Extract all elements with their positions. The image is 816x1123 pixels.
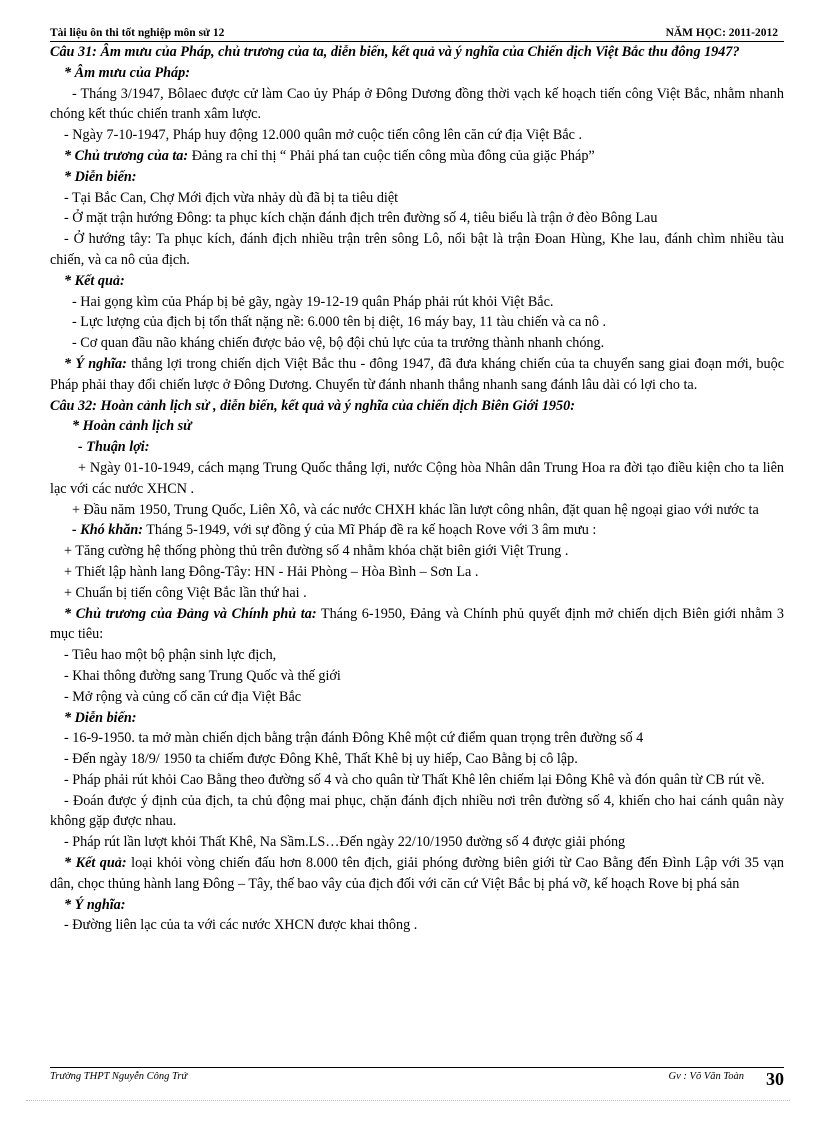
q32-dis-text: Tháng 5-1949, với sự đồng ý của Mĩ Pháp đề ra kế hoạch Rove với 3 âm mưu :: [142, 522, 597, 539]
q31-plan-2: - Ngày 7-10-1947, Pháp huy động 12.000 quân mở cuộc tiến công lên căn cứ địa Việt Bắc .: [64, 127, 583, 144]
header-right: NĂM HỌC: 2011-2012: [665, 27, 778, 39]
q32-dis-3: + Chuẩn bị tiến công Việt Bắc lần thứ hai .: [64, 584, 307, 601]
page-footer: [50, 1067, 784, 1090]
q32-course-1: - 16-9-1950. ta mở màn chiến dịch bằng trận đánh Đông Khê một cứ điểm quan trọng trên đường số 4: [64, 730, 644, 747]
q31-course-1: - Tại Bắc Can, Chợ Mới địch vừa nhảy dù đã bị ta tiêu diệt: [64, 189, 399, 206]
q31-plan-1: - Tháng 3/1947, Bôlaec được cử làm Cao ủy Pháp ở Đông Dương đồng thời vạch kế hoạch tiến công Việt Bắc, nhằm nhanh chóng kết thúc chiến tranh xâm lược.: [50, 85, 784, 123]
q31-course-3: - Ở hướng tây: Ta phục kích, đánh địch nhiều trận trên sông Lô, nổi bật là trận Đoan Hùng, Khe lau, đánh chìm nhiều tàu chiến, và ca nô của địch.: [50, 231, 784, 268]
page-edge-divider: [26, 1100, 790, 1101]
q32-policy-label: * Chủ trương của Đảng và Chính phủ ta:: [64, 605, 317, 622]
q31-meaning: [50, 354, 784, 396]
q32-course-label: * Diễn biến:: [64, 709, 137, 726]
q31-result-3: - Cơ quan đầu não kháng chiến được bảo vệ, bộ đội chủ lực của ta trưởng thành nhanh chóng.: [72, 335, 605, 352]
q31-course-2: - Ở mặt trận hướng Đông: ta phục kích chặn đánh địch trên đường số 4, tiêu biểu là trận ở đèo Bông Lau: [64, 210, 658, 227]
q32-goal-1: - Tiêu hao một bộ phận sinh lực địch,: [64, 647, 277, 664]
q31-meaning-label: * Ý nghĩa:: [64, 355, 127, 372]
footer-teacher: Gv : Võ Văn Toàn: [668, 1071, 744, 1082]
q31-result-2: - Lực lượng của địch bị tổn thất nặng nề: 6.000 tên bị diệt, 16 máy bay, 11 tàu chiến và ca nô .: [72, 314, 607, 331]
q31-course-label: * Diễn biến:: [64, 168, 137, 185]
q32-course-4: - Đoán được ý định của địch, ta chủ động mai phục, chặn đánh địch nhiều nơi trên đường số 4, khiến cho hai cánh quân này không gặp được nhau.: [50, 792, 784, 830]
q32-adv-label: - Thuận lợi:: [78, 439, 150, 456]
q31-plan-label: * Âm mưu của Pháp:: [64, 64, 190, 81]
question-32-title: Câu 32: Hoàn cảnh lịch sử , diễn biến, kết quả và ý nghĩa của chiến dịch Biên Giới 1950:: [50, 397, 575, 414]
question-31-title: Câu 31: Âm mưu của Pháp, chủ trương của ta, diễn biến, kết quả và ý nghĩa của Chiến dịch Việt Bắc thu đông 1947?: [50, 44, 740, 60]
q32-meaning-1: - Đường liên lạc của ta với các nước XHCN được khai thông .: [64, 917, 418, 934]
page-header: [50, 26, 784, 42]
q31-policy: [50, 146, 784, 167]
q31-policy-text: Đảng ra chỉ thị “ Phải phá tan cuộc tiến công mùa đông của giặc Pháp”: [188, 147, 595, 164]
q32-goal-3: - Mở rộng và củng cố căn cứ địa Việt Bắc: [64, 688, 302, 705]
q32-dis-2: + Thiết lập hành lang Đông-Tây: HN - Hải Phòng – Hòa Bình – Sơn La .: [64, 563, 479, 580]
q32-dis: [50, 520, 784, 541]
q31-result-1: - Hai gọng kìm của Pháp bị bẻ gãy, ngày 19-12-19 quân Pháp phải rút khỏi Việt Bắc.: [72, 293, 554, 310]
q32-result-label: * Kết quả:: [64, 855, 127, 872]
header-left: Tài liệu ôn thi tốt nghiệp môn sử 12: [50, 27, 225, 39]
q31-meaning-text: thắng lợi trong chiến dịch Việt Bắc thu - đông 1947, đã đưa kháng chiến của ta chuyển sang giai đoạn mới, buộc Pháp phải thay đổi chiến lược ở Đông Dương. Chuyển từ đánh nhanh thắng nhanh sang đánh lâu dài có lợi cho ta.: [50, 355, 784, 393]
q32-goal-2: - Khai thông đường sang Trung Quốc và thế giới: [64, 667, 341, 684]
footer-right: [669, 1071, 784, 1090]
document-page: [50, 26, 784, 936]
q32-course-5: - Pháp rút lần lượt khỏi Thất Khê, Na Sầm.LS…Đến ngày 22/10/1950 đường số 4 được giải phóng: [64, 834, 626, 851]
q31-policy-label: * Chủ trương của ta:: [64, 147, 189, 164]
page-number: 30: [766, 1069, 784, 1089]
document-body: [50, 42, 784, 936]
q32-policy: [50, 604, 784, 646]
q32-meaning-label: * Ý nghĩa:: [64, 896, 126, 913]
q32-result: [50, 853, 784, 895]
q32-course-3: - Pháp phải rút khỏi Cao Bằng theo đường số 4 và cho quân từ Thất Khê lên chiếm lại Đông Khê và đón quân từ CB rút về.: [64, 771, 765, 788]
q32-adv-1: + Ngày 01-10-1949, cách mạng Trung Quốc thắng lợi, nước Cộng hòa Nhân dân Trung Hoa ra đời tạo điều kiện cho ta liên lạc với các nước XHCN .: [50, 459, 784, 497]
q32-dis-label: - Khó khăn:: [72, 522, 143, 539]
footer-school: Trường THPT Nguyễn Công Trứ: [50, 1071, 188, 1082]
q32-dis-1: + Tăng cường hệ thống phòng thủ trên đường số 4 nhằm khóa chặt biên giới Việt Trung .: [64, 543, 569, 560]
q31-result-label: * Kết quả:: [64, 272, 125, 289]
q32-policy-text: Tháng 6-1950, Đảng và Chính phủ quyết định mở chiến dịch Biên giới nhằm 3 mục tiêu:: [50, 605, 784, 643]
q32-course-2: - Đến ngày 18/9/ 1950 ta chiếm được Đông Khê, Thất Khê bị uy hiếp, Cao Bằng bị cô lập.: [64, 751, 578, 768]
q32-adv-2: + Đầu năm 1950, Trung Quốc, Liên Xô, và các nước CHXH khác lần lượt công nhân, đặt quan hệ ngoại giao với nước ta: [72, 501, 759, 518]
q32-context-label: * Hoàn cảnh lịch sử: [72, 418, 192, 435]
q32-result-text: loại khỏi vòng chiến đấu hơn 8.000 tên địch, giải phóng đường biên giới từ Cao Bằng đến Đình Lập với 35 vạn dân, chọc thủng hành lang Đông – Tây, thế bao vây của địch đối với căn cứ Việt Bắc bị phá vỡ, kế hoạch Rove bị phá sản: [50, 855, 784, 892]
